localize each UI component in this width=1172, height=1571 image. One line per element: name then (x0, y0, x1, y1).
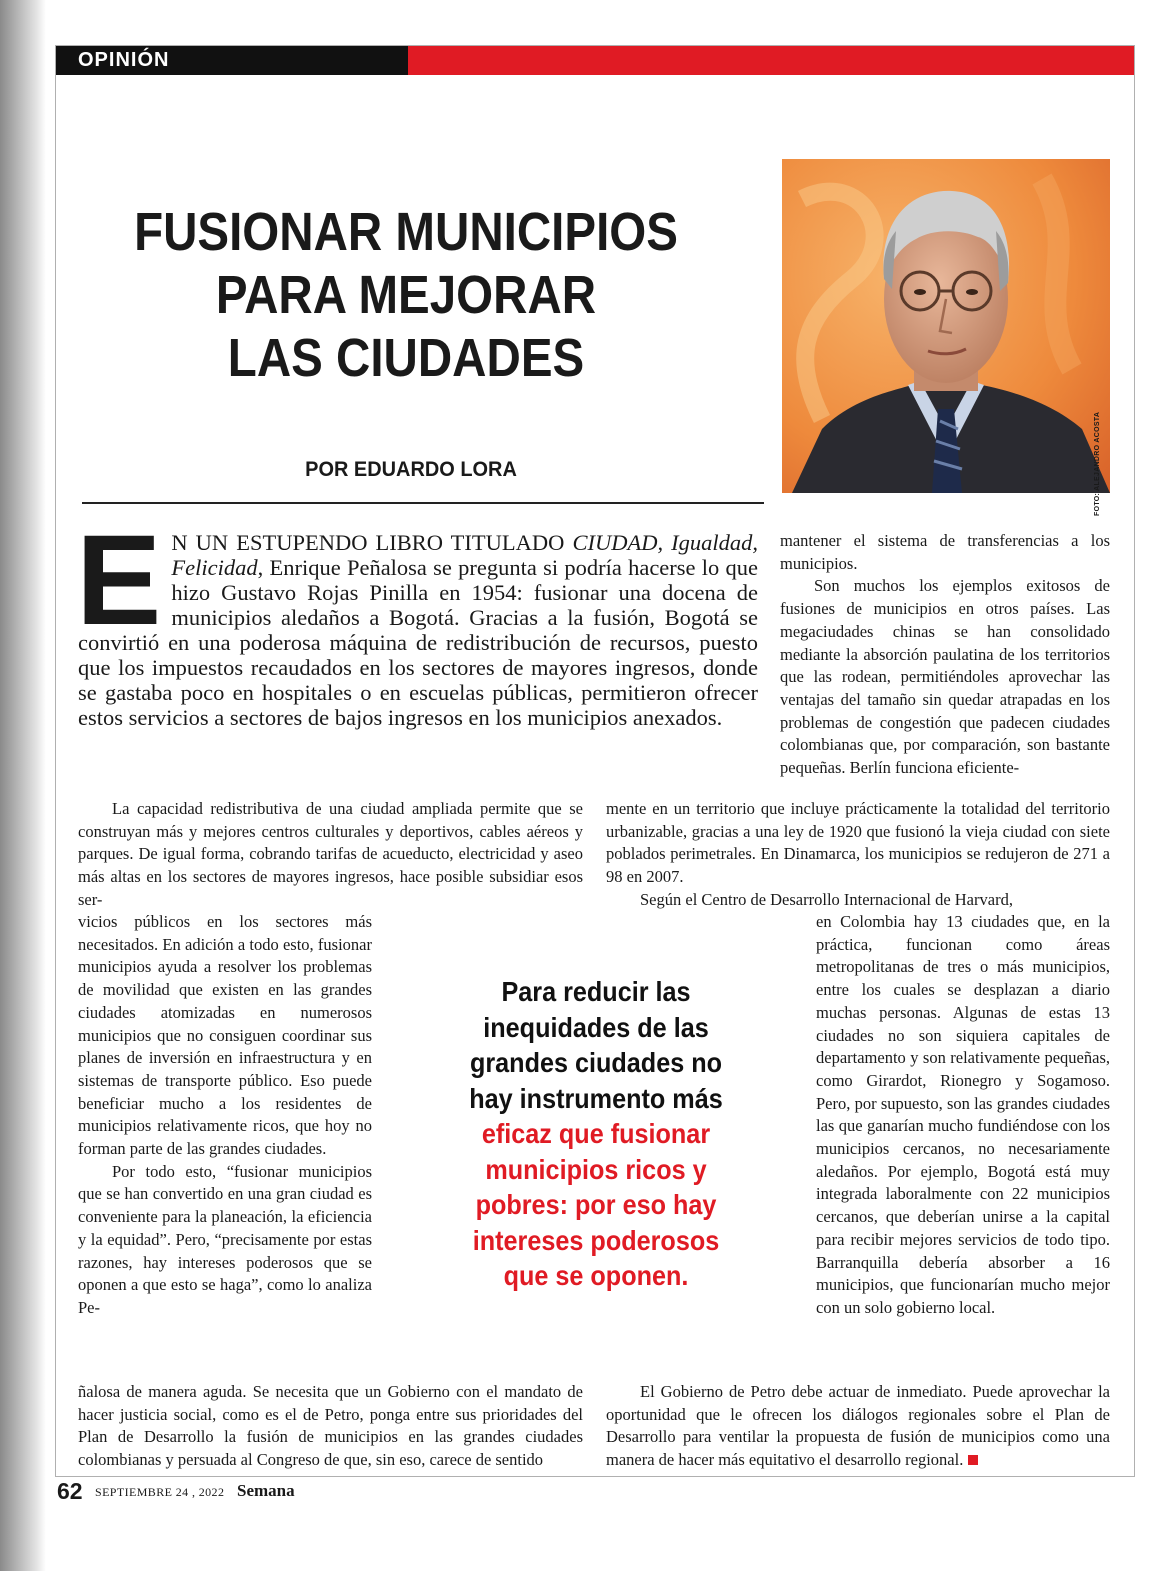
issue-date: SEPTIEMBRE 24 , 2022 (95, 1485, 225, 1499)
right-column-top (780, 530, 1110, 780)
end-mark (968, 1455, 978, 1465)
drop-cap: E (76, 509, 162, 652)
closing-paragraph (606, 1381, 1110, 1472)
page-number: 62 (57, 1478, 83, 1504)
byline-rule (82, 502, 764, 504)
headline (98, 201, 714, 391)
byline: POR EDUARDO LORA (305, 458, 517, 481)
pull-quote-text: Para reducir las inequidades de las grandes ciudades no hay instrumento más (469, 976, 723, 1114)
section-label: OPINIÓN (78, 49, 170, 71)
headline-line: FUSIONAR MUNICIPIOS (134, 202, 678, 262)
author-photo (782, 159, 1110, 493)
section-bar-accent (408, 46, 1134, 75)
magazine-name: Semana (237, 1481, 295, 1500)
headline-line: LAS CIUDADES (227, 328, 585, 389)
body-paragraph: mantener el sistema de transferencias a los municipios. (780, 531, 1110, 573)
magazine-page (55, 45, 1135, 1477)
body-paragraph: vicios públicos en los sectores más necesitados. En adición a todo esto, fusionar municipios ayuda a resolver los problemas de movilidad que existen en las grandes ciudades atomizadas en numerosos municipios que no consiguen coordinar sus planes de inversión en infraestructura y en sistemas de transporte público. Eso puede beneficiar mucho a los residentes de municipios relativamente ricos, que hoy no forman parte de las grandes ciudades. (78, 912, 372, 1159)
closing-text: El Gobierno de Petro debe actuar de inmediato. Puede aprovechar la oportunidad que le ofrecen los diálogos regionales sobre el Plan de Desarrollo para ventilar la propuesta de fusión de municipios como una manera de hacer más equitativo el desarrollo regional. (606, 1382, 1110, 1470)
body-paragraph: Son muchos los ejemplos exitosos de fusiones de municipios en otros países. Las megaciudades chinas se han consolidado mediante la absorción paulatina de los territorios que las rodean, permitiéndoles aprovechar las ventajas del tamaño sin quedar atrapadas en los problemas de congestión que padecen ciudades colombianas que, por comparación, son bastante pequeñas. Berlín funciona eficiente- (780, 576, 1110, 778)
lead-paragraph (76, 509, 758, 730)
headline-line: PARA MEJORAR (215, 265, 597, 326)
body-paragraph: Según el Centro de Desarrollo Internacional de Harvard, (640, 889, 1013, 909)
right-column-wide (606, 798, 1110, 912)
lead-text: , Enrique Peñalosa se pregunta si podría hacerse lo que hizo Gustavo Rojas Pinilla en 1954: fusionar una docena de municipios aledaños a Bogotá. Gracias a la fusión, Bogotá se convirtió en una poderosa máquina de redistribución de recursos, puesto que los impuestos recaudados en los sectores de mayores ingresos, donde se gastaba poco en hospitales o en escuelas públicas, permitieron ofrecer estos servicios a sectores de bajos ingresos en los municipios anexados. (78, 555, 758, 730)
body-paragraph: ñalosa de manera aguda. Se necesita que un Gobierno con el mandato de hacer justicia social, como es el de Petro, ponga entre sus prioridades del Plan de Desarrollo la fusión de municipios en las grandes ciudades colombianas y persuada al Congreso de que, sin eso, carece de sentido (78, 1382, 583, 1470)
pull-quote-highlight: eficaz que fusionar municipios ricos y pobres: por eso hay intereses poderosos que se oponen. (472, 1118, 720, 1291)
body-paragraph: La capacidad redistributiva de una ciudad ampliada permite que se construyan más y mejores centros culturales y deportivos, cables aéreos y parques. De igual forma, cobrando tarifas de acueducto, electricidad y aseo más altas en los sectores de mayores ingresos, hace posible subsidiar esos ser- (78, 799, 583, 909)
body-paragraph: mente en un territorio que incluye prácticamente la totalidad del territorio urbanizable, gracias a una ley de 1920 que fusionó la vieja ciudad con siete poblados perimetrales. En Dinamarca, los municipios se redujeron de 271 a 98 en 2007. (606, 799, 1110, 887)
pull-quote (459, 974, 733, 1294)
body-paragraph: en Colombia hay 13 ciudades que, en la práctica, funcionan como áreas metropolitanas de tres o más municipios, entre los cuales se desplazan a diario muchas personas. Algunas de estas 13 ciudades no son siquiera capitales de departamento y son relativamente pequeñas, como Girardot, Rionegro y Sogamoso. Pero, por supuesto, son las grandes ciudades las que ganarían mucho fundiéndose con los municipios cercanos, no necesariamente aledaños. Por ejemplo, Bogotá está muy integrada laboralmente con 22 municipios cercanos, que deberían unirse a la capital para recibir mejores servicios de todo tipo. Barranquilla debería absorber a 16 municipios, que funcionarían mucho mejor con un solo gobierno local. (816, 912, 1110, 1317)
book-title: CIUDAD, Igualdad, Felicidad (171, 530, 758, 580)
body-paragraph: Por todo esto, “fusionar municipios que se han convertido en una gran ciudad es conveniente para la planeación, la eficiencia y la equidad”. Pero, “precisamente por estas razones, hay intereses poderosos que se oponen a que esto se haga”, como lo analiza Pe- (78, 1161, 372, 1317)
page-spine-shadow (0, 0, 46, 1571)
photo-credit: FOTO: ALEJANDRO ACOSTA (1094, 411, 1101, 516)
left-column-narrow (78, 911, 372, 1320)
lead-text: N UN ESTUPENDO LIBRO TITULADO (171, 530, 573, 555)
